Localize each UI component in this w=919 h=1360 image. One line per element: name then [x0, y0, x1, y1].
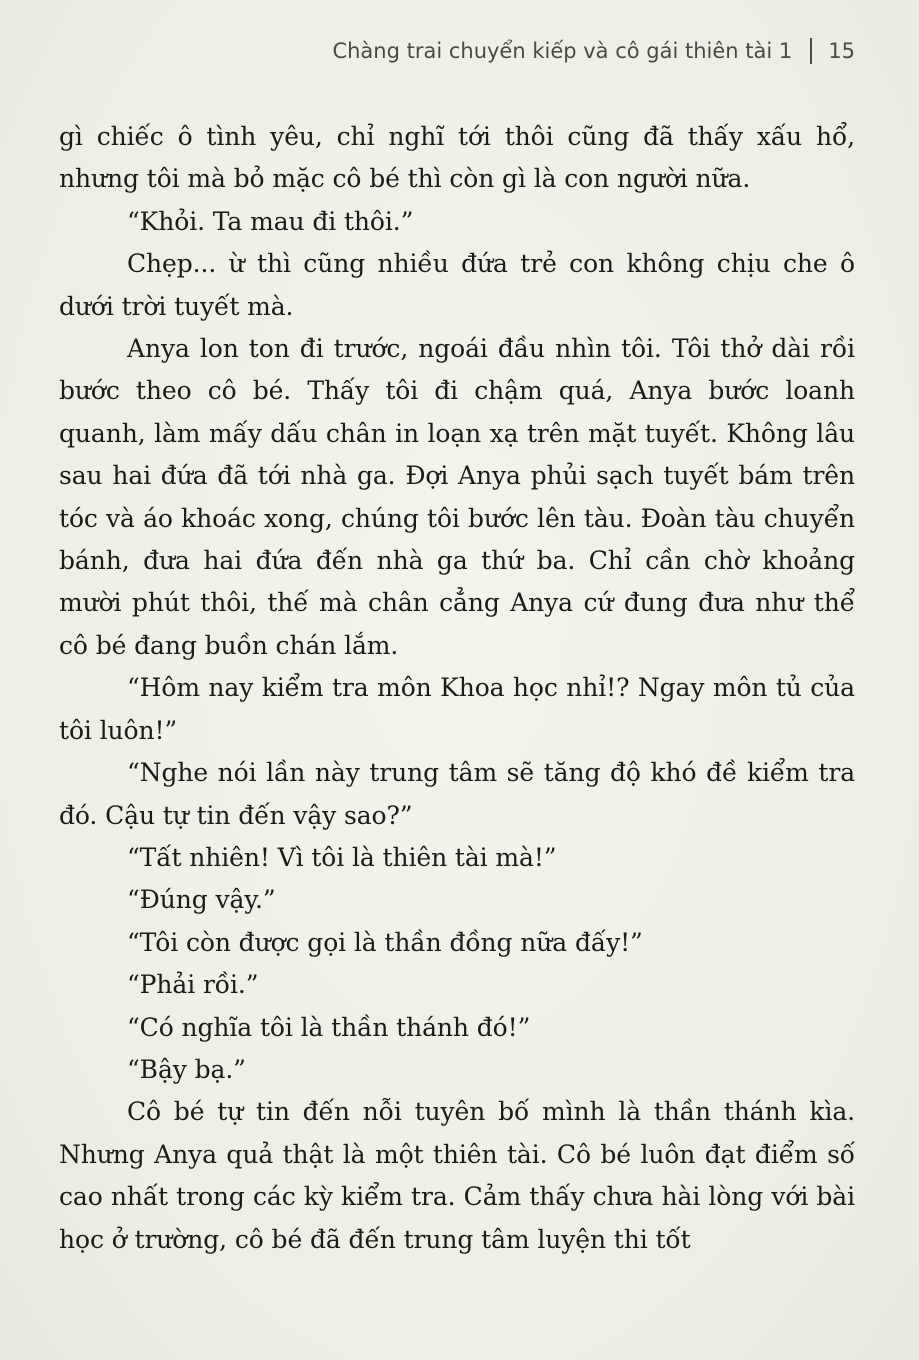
paragraph: “Tất nhiên! Vì tôi là thiên tài mà!” [127, 842, 557, 872]
paragraph: “Tôi còn được gọi là thần đồng nữa đấy!” [127, 927, 643, 957]
book-title: Chàng trai chuyển kiếp và cô gái thiên tài 1 [332, 39, 793, 63]
paragraph: gì chiếc ô tình yêu, chỉ nghĩ tới thôi cũng đã thấy xấu hổ, nhưng tôi mà bỏ mặc cô bé thì còn gì là con người nữa. [59, 122, 855, 194]
paragraph: “Khỏi. Ta mau đi thôi.” [127, 206, 414, 236]
page-number: 15 [828, 39, 855, 63]
paragraph: Chẹp... ừ thì cũng nhiều đứa trẻ con không chịu che ô dưới trời tuyết mà. [59, 249, 855, 321]
page-body-text [59, 116, 855, 1261]
header-divider [810, 38, 812, 64]
paragraph: “Hôm nay kiểm tra môn Khoa học nhỉ!? Ngay môn tủ của tôi luôn!” [59, 673, 855, 745]
paragraph: “Nghe nói lần này trung tâm sẽ tăng độ khó đề kiểm tra đó. Cậu tự tin đến vậy sao?” [59, 758, 855, 830]
paragraph: “Bậy bạ.” [127, 1054, 246, 1084]
paragraph: “Phải rồi.” [127, 970, 259, 1000]
paragraph: “Đúng vậy.” [127, 885, 276, 915]
running-header [332, 34, 855, 68]
paragraph: Cô bé tự tin đến nỗi tuyên bố mình là thần thánh kìa. Nhưng Anya quả thật là một thiên tài. Cô bé luôn đạt điểm số cao nhất trong các kỳ kiểm tra. Cảm thấy chưa hài lòng với bài học ở trường, cô bé đã đến trung tâm luyện thi tốt [59, 1097, 855, 1254]
paragraph: “Có nghĩa tôi là thần thánh đó!” [127, 1012, 531, 1042]
paragraph: Anya lon ton đi trước, ngoái đầu nhìn tôi. Tôi thở dài rồi bước theo cô bé. Thấy tôi đi chậm quá, Anya bước loanh quanh, làm mấy dấu chân in loạn xạ trên mặt tuyết. Không lâu sau hai đứa đã tới nhà ga. Đợi Anya phủi sạch tuyết bám trên tóc và áo khoác xong, chúng tôi bước lên tàu. Đoàn tàu chuyển bánh, đưa hai đứa đến nhà ga thứ ba. Chỉ cần chờ khoảng mười phút thôi, thế mà chân cẳng Anya cứ đung đưa như thể cô bé đang buồn chán lắm. [59, 334, 855, 660]
